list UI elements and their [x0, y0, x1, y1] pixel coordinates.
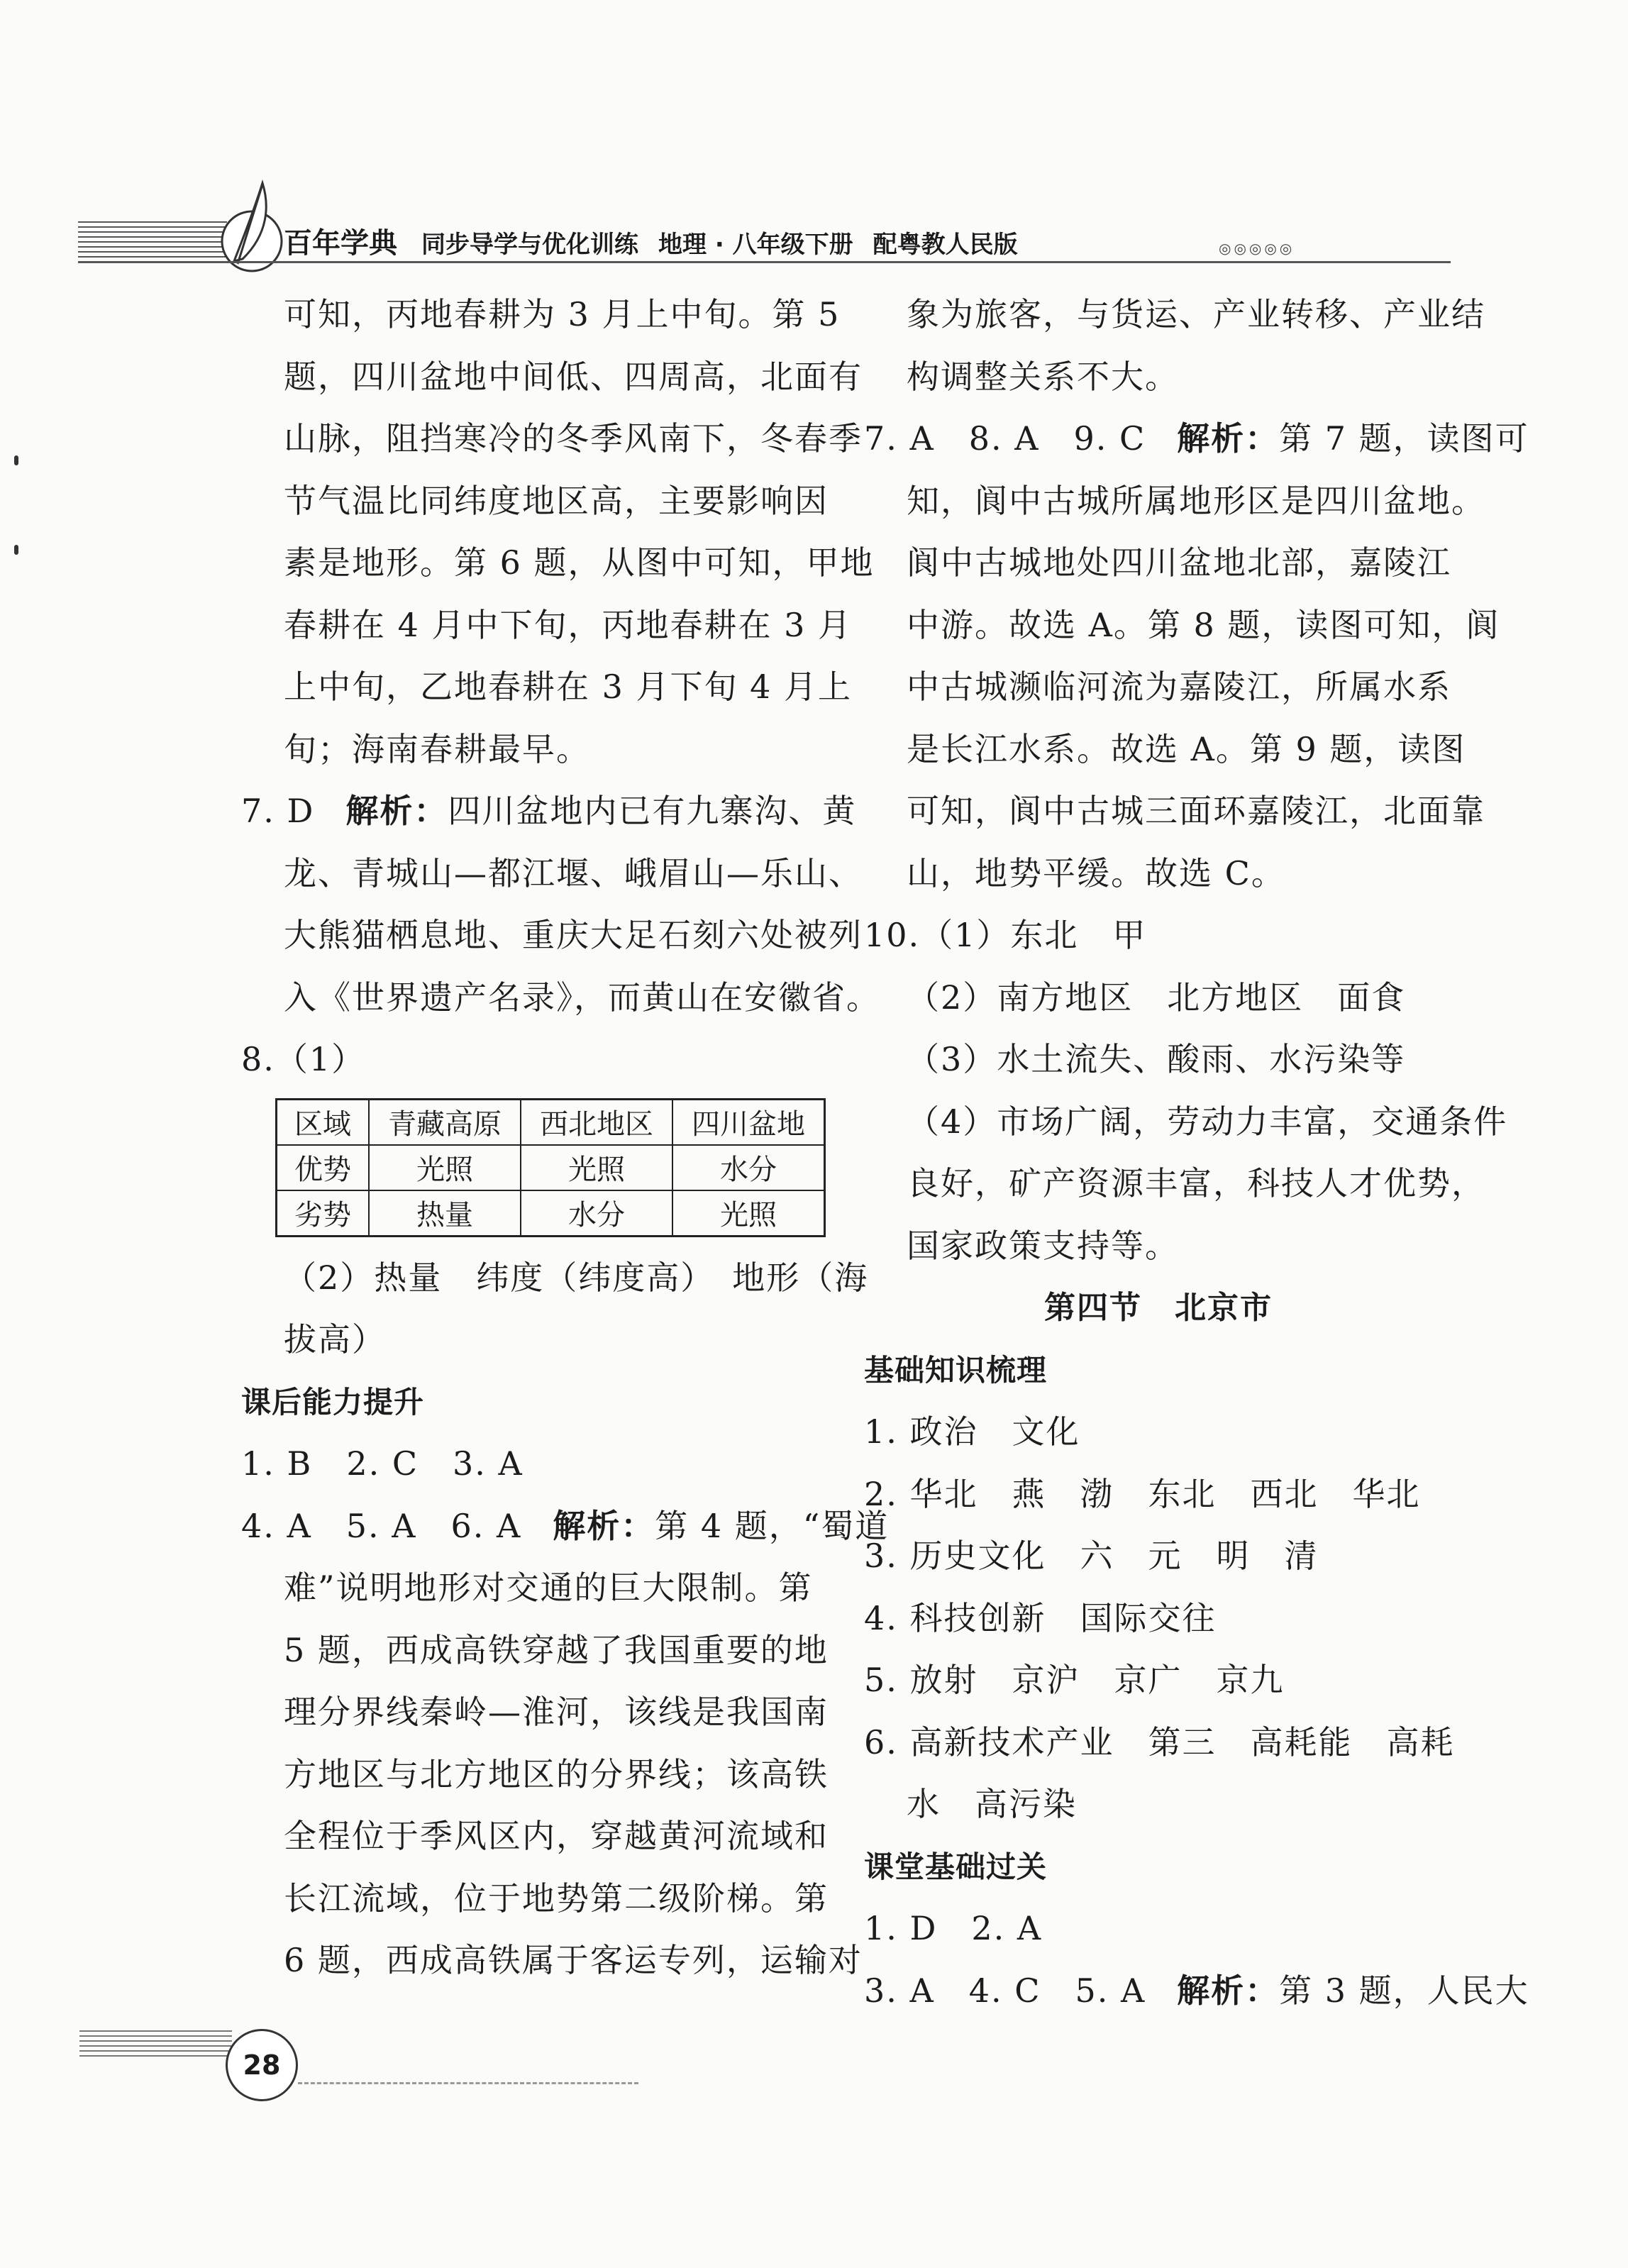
scan-mark: [14, 455, 18, 465]
text-line: 理分界线秦岭—淮河，该线是我国南: [284, 1693, 829, 1731]
text-line: 大熊猫栖息地、重庆大足石刻六处被列: [284, 916, 863, 954]
text-line: 山，地势平缓。故选 C。: [907, 853, 1285, 892]
text-line: 题，四川盆地中间低、四周高，北面有: [284, 357, 863, 396]
answer-number: 3. A 4. C 5. A: [864, 1971, 1146, 2010]
series-title: 同步导学与优化训练: [421, 231, 638, 259]
table-cell: 四川盆地: [672, 1099, 825, 1145]
comparison-table-wrap: [241, 1091, 851, 1247]
text-line: （2）热量 纬度（纬度高） 地形（海: [284, 1258, 869, 1297]
answer-line: 1. D 2. A: [864, 1909, 1043, 1947]
table-cell: 区域: [277, 1099, 370, 1145]
text-line: （4）市场广阔，劳动力丰富，交通条件: [907, 1102, 1508, 1141]
subsection-heading: 课堂基础过关: [864, 1849, 1048, 1884]
table-header-row: [277, 1099, 825, 1145]
left-column: [241, 284, 890, 1992]
text-line: 水 高污染: [907, 1785, 1077, 1823]
header-dots: ◎◎◎◎◎: [1219, 240, 1295, 257]
analysis-label: 解析：: [553, 1506, 655, 1545]
answer-line: 4. 科技创新 国际交往: [864, 1598, 1217, 1637]
analysis-text: 第 3 题，人民大: [1279, 1971, 1529, 2010]
table-cell: 西北地区: [521, 1099, 672, 1145]
text-line: 是长江水系。故选 A。第 9 题，读图: [907, 729, 1466, 768]
text-line: 上中旬，乙地春耕在 3 月下旬 4 月上: [284, 668, 853, 706]
analysis-label: 解析：: [1177, 419, 1280, 458]
table-row: [277, 1145, 825, 1190]
answer-line: 10.（1）东北 甲: [864, 916, 1147, 954]
answer-number: 7. D: [241, 792, 315, 830]
book-title: 百年学典: [284, 227, 397, 260]
table-cell: 水分: [672, 1145, 825, 1190]
page-number: 28: [226, 2029, 298, 2101]
section-title: 第四节 北京市: [1044, 1290, 1273, 1326]
text-line: 山脉，阻挡寒冷的冬季风南下，冬春季: [284, 419, 863, 458]
answer-line: 1. B 2. C 3. A: [241, 1444, 524, 1483]
subsection-heading: 基础知识梳理: [864, 1352, 1048, 1388]
table-cell: 光照: [672, 1190, 825, 1237]
answer-line: [864, 1960, 1529, 2023]
answer-number: 7. A 8. A 9. C: [864, 419, 1146, 458]
comparison-table: [275, 1098, 826, 1237]
table-cell: 热量: [369, 1190, 521, 1237]
table-cell: 青藏高原: [369, 1099, 521, 1145]
analysis-text: 四川盆地内已有九寨沟、黄: [448, 792, 857, 830]
subject-grade: 地理 · 八年级下册: [658, 231, 853, 259]
scan-mark: [14, 545, 18, 555]
answer-line: 1. 政治 文化: [864, 1412, 1080, 1451]
text-line: 入《世界遗产名录》，而黄山在安徽省。: [284, 978, 880, 1017]
text-line: 全程位于季风区内，穿越黄河流域和: [284, 1817, 829, 1855]
text-line: 阆中古城地处四川盆地北部，嘉陵江: [907, 543, 1451, 582]
text-line: 旬；海南春耕最早。: [284, 729, 590, 768]
table-cell: 劣势: [277, 1190, 370, 1237]
text-line: 龙、青城山—都江堰、峨眉山—乐山、: [284, 853, 863, 892]
text-line: 知，阆中古城所属地形区是四川盆地。: [907, 481, 1485, 520]
text-line: 长江流域，位于地势第二级阶梯。第: [284, 1879, 829, 1918]
footer-dashed-rule: [298, 2082, 638, 2084]
answer-line: 3. 历史文化 六 元 明 清: [864, 1537, 1319, 1575]
text-line: 拔高）: [284, 1320, 386, 1359]
text-line: 难”说明地形对交通的巨大限制。第: [284, 1569, 813, 1607]
footer-decoration-lines: [79, 2030, 232, 2057]
answer-number: 4. A 5. A 6. A: [241, 1506, 522, 1545]
text-line: 方地区与北方地区的分界线；该高铁: [284, 1754, 829, 1793]
running-header: [284, 222, 1038, 265]
text-line: 6 题，西成高铁属于客运专列，运输对: [284, 1941, 863, 1979]
text-line: 春耕在 4 月中下旬，丙地春耕在 3 月: [284, 605, 853, 644]
table-cell: 优势: [277, 1145, 370, 1190]
answer-line: [241, 780, 857, 843]
analysis-text: 第 7 题，读图可: [1279, 419, 1529, 458]
answer-line: 6. 高新技术产业 第三 高耗能 高耗: [864, 1722, 1455, 1761]
table-row: [277, 1190, 825, 1237]
header-decoration-lines: [78, 221, 227, 261]
text-line: 5 题，西成高铁穿越了我国重要的地: [284, 1630, 829, 1669]
answer-line: 2. 华北 燕 渤 东北 西北 华北: [864, 1474, 1421, 1513]
text-line: 中古城濒临河流为嘉陵江，所属水系: [907, 668, 1451, 706]
text-line: 中游。故选 A。第 8 题，读图可知，阆: [907, 605, 1500, 644]
text-line: 象为旅客，与货运、产业转移、产业结: [907, 295, 1485, 333]
text-line: 可知，阆中古城三面环嘉陵江，北面靠: [907, 792, 1485, 830]
text-line: 构调整关系不大。: [907, 357, 1179, 396]
table-cell: 水分: [521, 1190, 672, 1237]
section-heading: 课后能力提升: [241, 1384, 425, 1420]
text-line: 节气温比同纬度地区高，主要影响因: [284, 481, 829, 520]
text-line: （2）南方地区 北方地区 面食: [907, 978, 1406, 1017]
text-line: 素是地形。第 6 题，从图中可知，甲地: [284, 543, 875, 582]
answer-line: 5. 放射 京沪 京广 京九: [864, 1661, 1285, 1699]
table-cell: 光照: [369, 1145, 521, 1190]
text-line: 可知，丙地春耕为 3 月上中旬。第 5: [284, 295, 841, 333]
analysis-text: 第 4 题，“蜀道: [655, 1506, 890, 1545]
answer-line: [241, 1495, 890, 1558]
answer-line: [864, 408, 1529, 470]
right-column: [864, 284, 1529, 2022]
analysis-label: 解析：: [1177, 1971, 1280, 2010]
table-cell: 光照: [521, 1145, 672, 1190]
text-line: （3）水土流失、酸雨、水污染等: [907, 1040, 1406, 1078]
edition-label: 配粤教人民版: [873, 231, 1018, 259]
text-line: 良好，矿产资源丰富，科技人才优势，: [907, 1164, 1485, 1202]
analysis-label: 解析：: [345, 792, 448, 830]
question-label: 8.（1）: [241, 1040, 366, 1078]
text-line: 国家政策支持等。: [907, 1226, 1179, 1265]
